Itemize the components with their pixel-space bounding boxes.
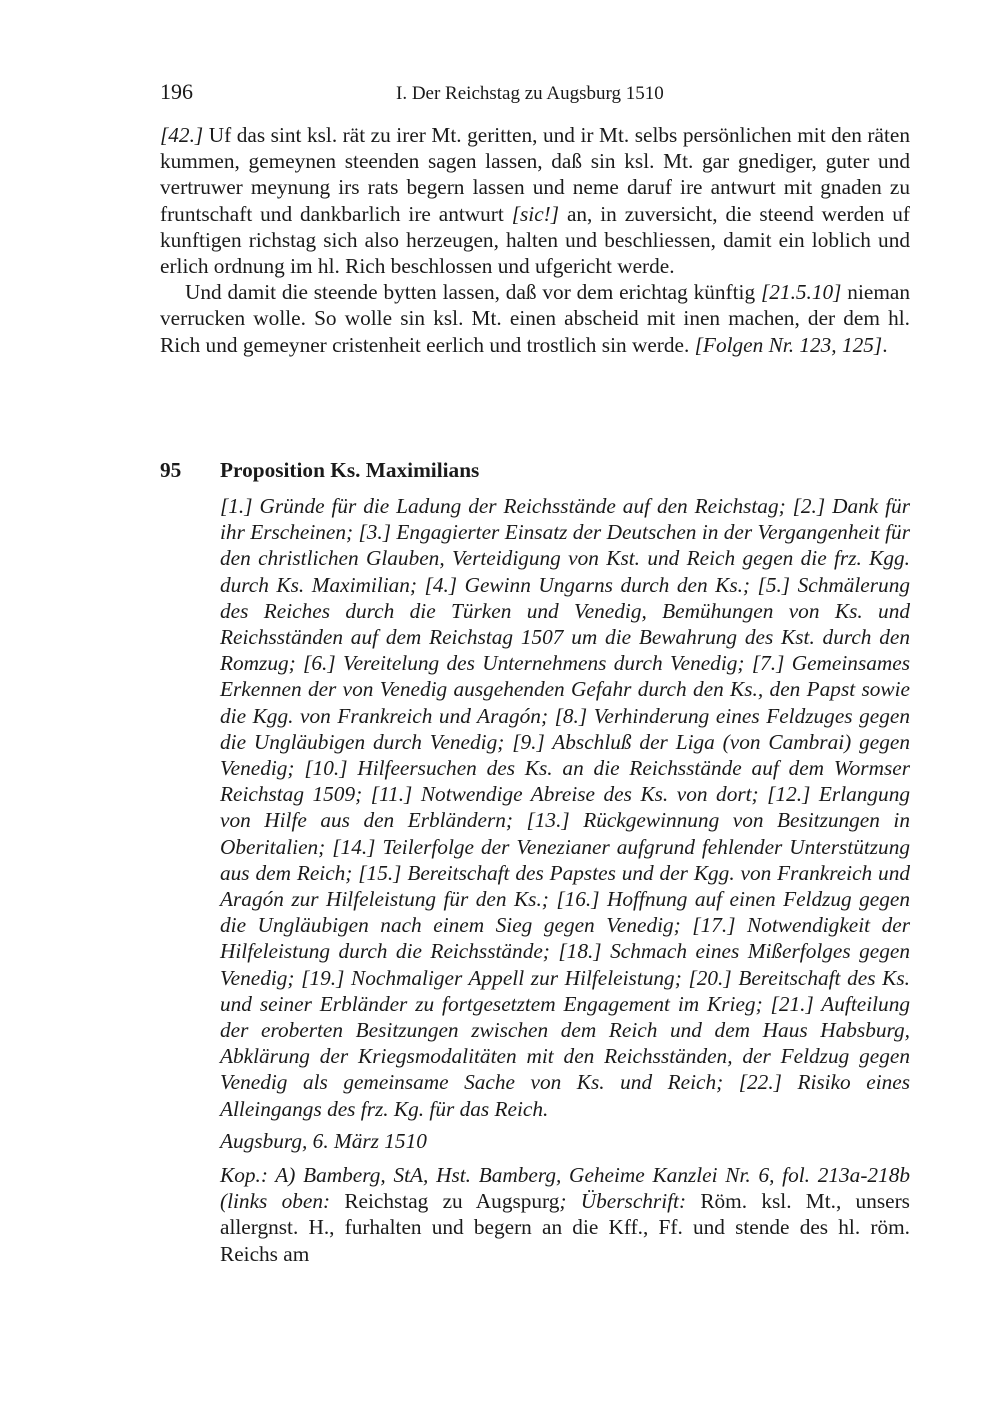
source-text: Reichstag zu Augspurg	[344, 1189, 560, 1214]
continued-text	[160, 122, 910, 358]
page-number: 196	[160, 79, 193, 104]
date-note: [21.5.10]	[760, 280, 842, 305]
source-text: Röm. ksl. Mt., unsers allergnst. H., furhalten und begern an die Kff., Ff. und stende des hl. röm. Reichs am	[220, 1189, 910, 1266]
sic-note: [sic!]	[511, 201, 560, 226]
paragraph-closing	[160, 279, 910, 358]
paragraph-text: Uf das sint ksl. rät zu irer Mt. geritten, und ir Mt. selbs persönlichen mit den räten kummen, gemeynen steenden sagen lassen, daß sin ksl. Mt. gar gnediger, guter und vertruwer meynung irs rats begern lassen und neme daruf ire antwurt mit gnaden zu fruntschaft und dankbarlich ire antwurt	[160, 123, 910, 226]
follow-note: [Folgen Nr. 123, 125]	[694, 332, 883, 357]
paragraph-42	[160, 122, 910, 279]
document-title: Proposition Ks. Maximilians	[220, 458, 480, 482]
paragraph-text: .	[882, 332, 888, 357]
paragraph-text: Und damit die steende bytten lassen, daß vor dem erichtag künftig	[185, 280, 761, 305]
paragraph-text: an, in zuversicht, die steend werden uf kunftigen richstag sich also herzeugen, halten und beschliessen, damit ein loblich und erlich ordnung im hl. Rich beschlossen und ufgericht werde.	[160, 201, 910, 279]
running-title: I. Der Reichstag zu Augsburg 1510	[396, 83, 664, 104]
source-text: ; Überschrift:	[559, 1189, 701, 1214]
paragraph-text: nieman verrucken wolle. So wolle sin ksl. Mt. einen abscheid mit inen machen, der dem hl. Rich und gemeyner cristenheit eerlich und trostlich sin werde.	[160, 280, 910, 357]
source-note	[220, 1162, 910, 1267]
place-date: Augsburg, 6. März 1510	[220, 1129, 427, 1153]
paragraph-ref: [42.]	[160, 123, 204, 147]
source-text: Kop.: A) Bamberg, StA, Hst. Bamberg, Geheime Kanzlei Nr. 6, fol. 213a-218b (links oben:	[220, 1163, 910, 1214]
document-summary: [1.] Gründe für die Ladung der Reichsstände auf den Reichstag; [2.] Dank für ihr Erscheinen; [3.] Engagierter Einsatz der Deutschen in der Vergangenheit für den christlichen Glauben, Verteidigung von Kst. und Reich gegen die frz. Kgg. durch Ks. Maximilian; [4.] Gewinn Ungarns durch den Ks.; [5.] Schmälerung des Reiches durch die Türken und Venedig, Bemühungen von Ks. und Reichsständen auf dem Reichstag 1507 um die Bewahrung des Kst. durch den Romzug; [6.] Vereitelung des Unternehmens durch Venedig; [7.] Gemeinsames Erkennen der von Venedig ausgehenden Gefahr durch den Ks., den Papst sowie die Kgg. von Frankreich und Aragón; [8.] Verhinderung eines Feldzuges gegen die Ungläubigen durch Venedig; [9.] Abschluß der Liga (von Cambrai) gegen Venedig; [10.] Hilfeersuchen des Ks. an die Reichsstände auf dem Wormser Reichstag 1509; [11.] Notwendige Abreise des Ks. von dort; [12.] Erlangung von Hilfe aus den Erbländern; [13.] Rückgewinnung von Besitzungen in Oberitalien; [14.] Teilerfolge der Venezianer aufgrund fehlender Unterstützung aus dem Reich; [15.] Bereitschaft des Papstes und der Kgg. von Frankreich und Aragón zur Hilfeleistung für den Ks.; [16.] Hoffnung auf einen Feldzug gegen die Ungläubigen nach einem Sieg gegen Venedig; [17.] Notwendigkeit der Hilfeleistung durch die Reichsstände; [18.] Schmach eines Mißerfolges gegen Venedig; [19.] Nochmaliger Appell zur Hilfeleistung; [20.] Bereitschaft des Ks. und seiner Erbländer zu fortgesetztem Engagement im Krieg; [21.] Aufteilung der eroberten Besitzungen zwischen dem Reich und dem Haus Habsburg, Abklärung der Kriegsmodalitäten mit den Reichsständen, der Feldzug gegen Venedig als gemeinsame Sache von Ks. und Reich; [22.] Risiko eines Alleingangs des frz. Kg. für das Reich.	[220, 494, 910, 1121]
document-number: 95	[160, 458, 182, 482]
